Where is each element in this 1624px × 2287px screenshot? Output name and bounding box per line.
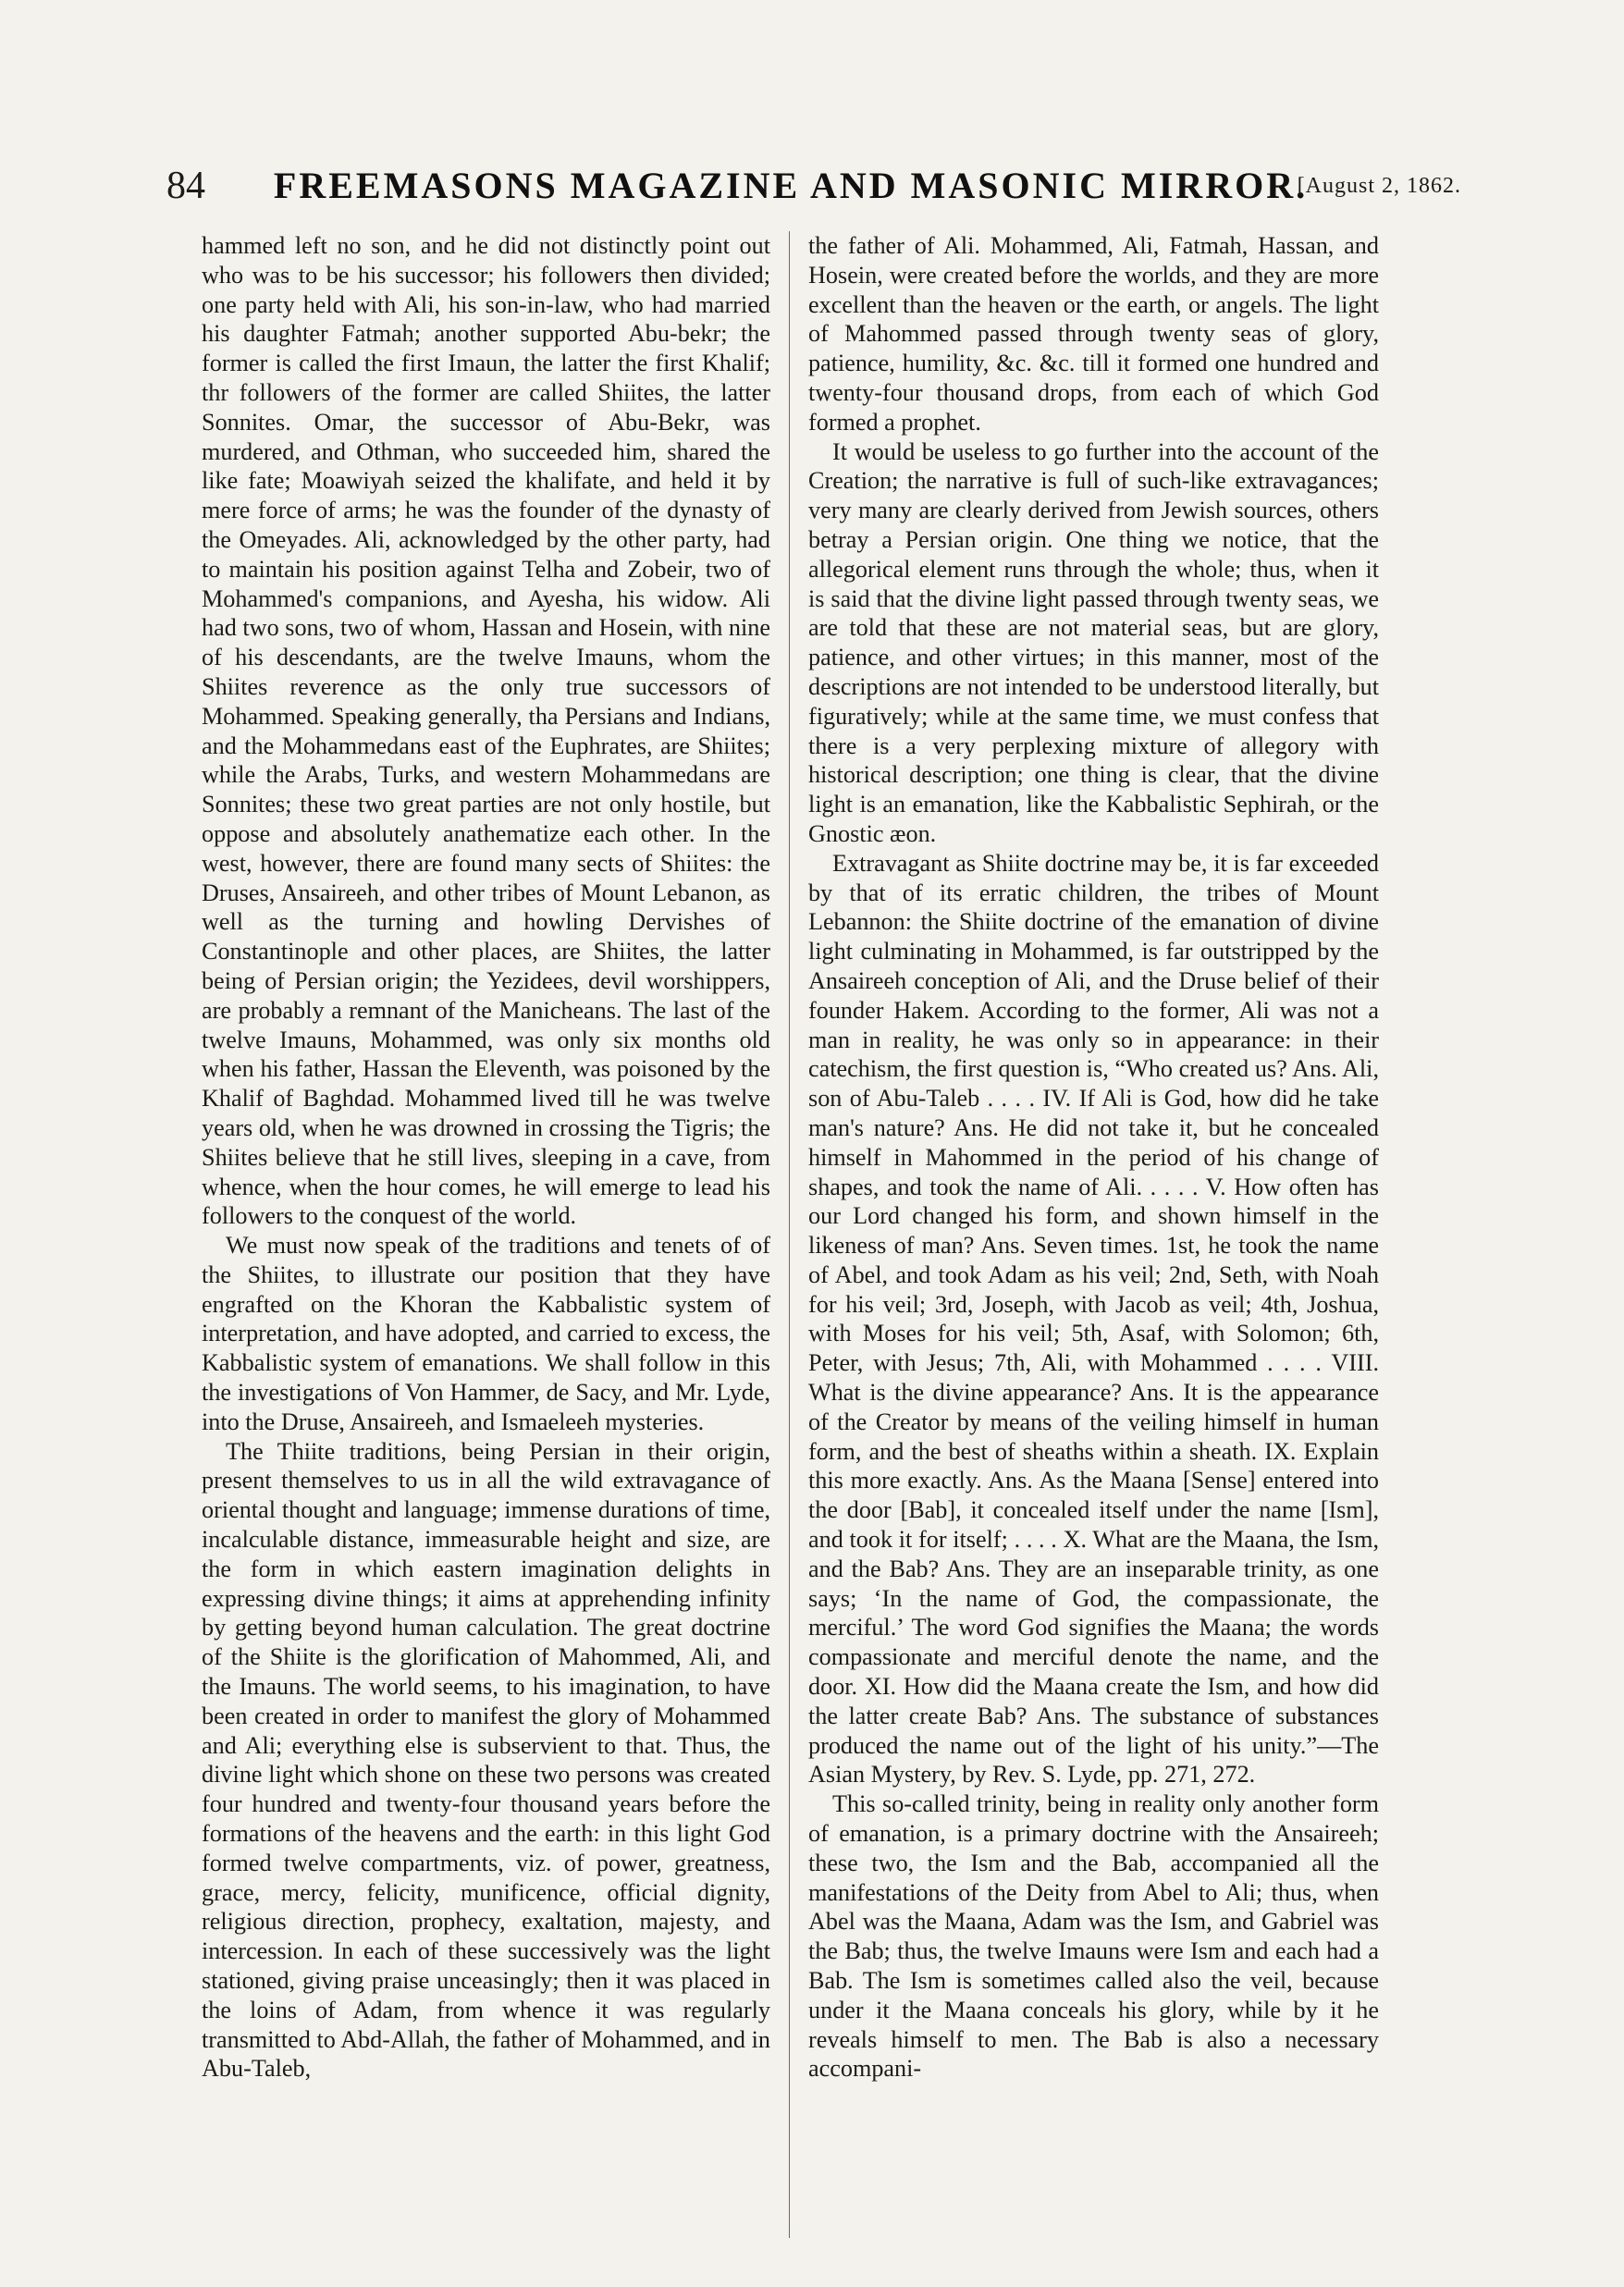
right-column — [808, 231, 1379, 2238]
paragraph: Extravagant as Shiite doctrine may be, it is far exceeded by that of its erratic children, the tribes of Mount Lebannon: the Shiite doctrine of the emanation of divine light culminating in Mohammed, is far outstripped by the Ansaireeh conception of Ali, and the Druse belief of their founder Hakem. According to the former, Ali was not a man in reality, he was only so in appearance: in their catechism, the first question is, “Who created us? Ans. Ali, son of Abu-Taleb . . . . IV. If Ali is God, how did he take man's nature? Ans. He did not take it, but he concealed himself in Mahommed in the period of his change of shapes, and took the name of Ali. . . . . V. How often has our Lord changed his form, and shown himself in the likeness of man? Ans. Seven times. 1st, he took the name of Abel, and took Adam as his veil; 2nd, Seth, with Noah for his veil; 3rd, Joseph, with Jacob as veil; 4th, Joshua, with Moses for his veil; 5th, Asaf, with Solomon; 6th, Peter, with Jesus; 7th, Ali, with Mohammed . . . . VIII. What is the divine appearance? Ans. It is the appearance of the Creator by means of the veiling himself in human form, and the best of sheaths within a sheath. IX. Explain this more exactly. Ans. As the Maana [Sense] entered into the door [Bab], it concealed itself under the name [Ism], and took it for itself; . . . . X. What are the Maana, the Ism, and the Bab? Ans. They are an inseparable trinity, as one says; ‘In the name of God, the compassionate, the merciful.’ The word God signifies the Maana; the words compassionate and merciful denote the name, and the door. XI. How did the Maana create the Ism, and how did the latter create Bab? Ans. The substance of substances produced the name out of the light of his unity.”—The Asian Mystery, by Rev. S. Lyde, pp. 271, 272. — [808, 849, 1379, 1789]
paragraph: This so-called trinity, being in reality only another form of emanation, is a primary doctrine with the Ansaireeh; these two, the Ism and the Bab, accompanied all the manifestations of the Deity from Abel to Ali; thus, when Abel was the Maana, Adam was the Ism, and Gabriel was the Bab; thus, the twelve Imauns were Ism and each had a Bab. The Ism is sometimes called also the veil, because under it the Maana conceals his glory, while by it he reveals himself to men. The Bab is also a necessary accompani- — [808, 1790, 1379, 2083]
paragraph: the father of Ali. Mohammed, Ali, Fatmah, Hassan, and Hosein, were created before the worlds, and they are more excellent than the heaven or the earth, or angels. The light of Mahommed passed through twenty seas of glory, patience, humility, &c. &c. till it formed one hundred and twenty-four thousand drops, from each of which God formed a prophet. — [808, 232, 1379, 436]
left-column — [202, 231, 770, 2238]
masthead-title: FREEMASONS MAGAZINE AND MASONIC MIRROR. — [273, 165, 1309, 206]
page-number: 84 — [166, 165, 205, 207]
issue-date: [August 2, 1862. — [1297, 174, 1461, 198]
paragraph: It would be useless to go further into the account of the Creation; the narrative is full of such-like extravagances; very many are clearly derived from Jewish sources, others betray a Persian origin. One thing we notice, that the allegorical element runs through the whole; thus, when it is said that the divine light passed through twenty seas, we are told that these are not material seas, but are glory, patience, and other virtues; in this manner, most of the descriptions are not intended to be understood literally, but figuratively; while at the same time, we must confess that there is a very perplexing mixture of allegory with historical description; one thing is clear, that the divine light is an emanation, like the Kabbalistic Sephirah, or the Gnostic æon. — [808, 437, 1379, 847]
page-header — [166, 163, 1461, 209]
paragraph: hammed left no son, and he did not distinctly point out who was to be his successor; his followers then divided; one party held with Ali, his son-in-law, who had married his daughter Fatmah; another supported Abu-bekr; the former is called the first Imaun, the latter the first Khalif; thr followers of the former are called Shiites, the latter Sonnites. Omar, the successor of Abu-Bekr, was murdered, and Othman, who succeeded him, shared the like fate; Moawiyah seized the khalifate, and held it by mere force of arms; he was the founder of the dynasty of the Omeyades. Ali, acknowledged by the other party, had to maintain his position against Telha and Zobeir, two of Mohammed's companions, and Ayesha, his widow. Ali had two sons, two of whom, Hassan and Hosein, with nine of his descendants, are the twelve Imauns, whom the Shiites reverence as the only true successors of Mohammed. Speaking generally, tha Persians and Indians, and the Mohammedans east of the Euphrates, are Shiites; while the Arabs, Turks, and western Mohammedans are Sonnites; these two great parties are not only hostile, but oppose and absolutely anathematize each other. In the west, however, there are found many sects of Shiites: the Druses, Ansaireeh, and other tribes of Mount Lebanon, as well as the turning and howling Dervishes of Constantinople and other places, are Shiites, the latter being of Persian origin; the Yezidees, devil worshippers, are probably a remnant of the Manicheans. The last of the twelve Imauns, Mohammed, was only six months old when his father, Hassan the Eleventh, was poisoned by the Khalif of Baghdad. Mohammed lived till he was twelve years old, when he was drowned in crossing the Tigris; the Shiites believe that he still lives, sleeping in a cave, from whence, when the hour comes, he will emerge to lead his followers to the conquest of the world. — [202, 232, 770, 1230]
paragraph: The Thiite traditions, being Persian in their origin, present themselves to us in all the wild extravagance of oriental thought and language; immense durations of time, incalculable distance, immeasurable height and size, are the form in which eastern imagination delights in expressing divine things; it aims at apprehending infinity by getting beyond human calculation. The great doctrine of the Shiite is the glorification of Mahommed, Ali, and the Imauns. The world seems, to his imagination, to have been created in order to manifest the glory of Mohammed and Ali; everything else is subservient to that. Thus, the divine light which shone on these two persons was created four hundred and twenty-four thousand years before the formations of the heavens and the earth: in this light God formed twelve compartments, viz. of power, greatness, grace, mercy, felicity, munificence, official dignity, religious direction, prophecy, exaltation, majesty, and intercession. In each of these successively was the light stationed, giving praise unceasingly; then it was placed in the loins of Adam, from whence it was regularly transmitted to Abd-Allah, the father of Mohammed, and in Abu-Taleb, — [202, 1437, 770, 2083]
column-divider — [789, 231, 790, 2238]
paragraph: We must now speak of the traditions and tenets of of the Shiites, to illustrate our position that they have engrafted on the Khoran the Kabbalistic system of interpretation, and have adopted, and carried to excess, the Kabbalistic system of emanations. We shall follow in this the investigations of Von Hammer, de Sacy, and Mr. Lyde, into the Druse, Ansaireeh, and Ismaeleeh mysteries. — [202, 1232, 770, 1435]
